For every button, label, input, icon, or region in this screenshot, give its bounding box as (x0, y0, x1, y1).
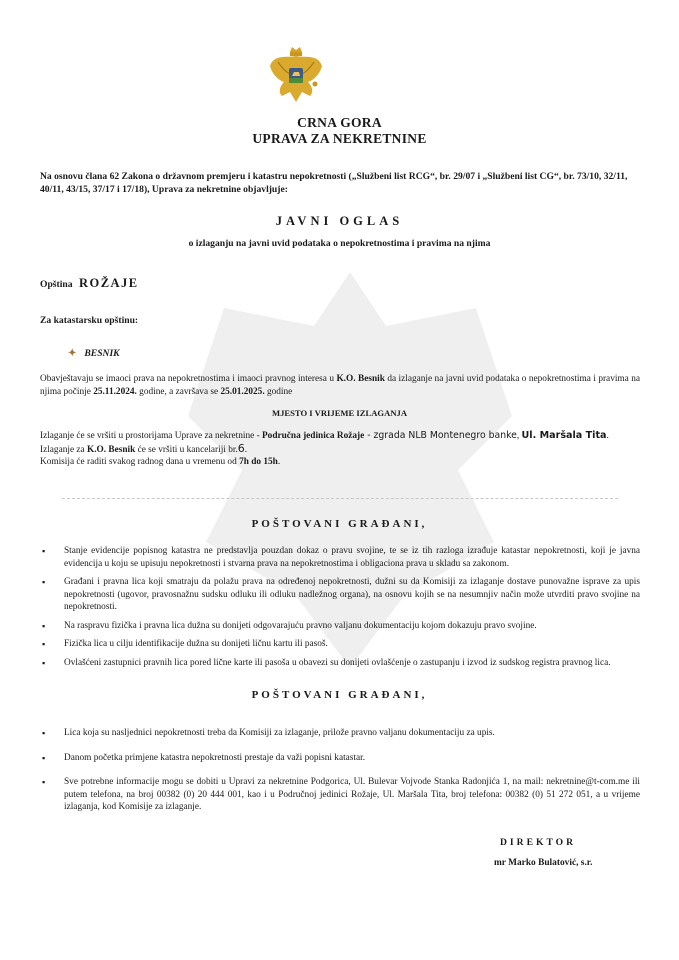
notice-ko: K.O. Besnik (336, 374, 385, 384)
building-text: - zgrada NLB Montenegro banke (364, 430, 517, 441)
greeting-heading-2: POŠTOVANI GRAĐANI, (251, 689, 428, 701)
location-text: Izlaganje za (40, 444, 87, 455)
end-date: 25.01.2025. (220, 387, 265, 397)
municipality-line (40, 276, 139, 291)
diamond-bullet-icon: ✦ (68, 348, 77, 359)
institution-heading: UPRAVA ZA NEKRETNINE (252, 131, 427, 146)
country-heading: CRNA GORA (297, 115, 382, 130)
list-item: ▪ Sve potrebne informacije mogu se dobiti u Upravi za nekretnine Podgorica, Ul. Bulevar Vojvode Stanka Radonjića 1, na mail: nekretnine@t-com.me ili putem telefona, na broj 00382 (0) 20 444 001, kao i u Područnoj jedinici Rožaje, Ul. Maršala Tita, broj telefona: 00382 (0) 51 272 051, a u vrijeme izlaganja, kod Komisije za izlaganje. (40, 776, 640, 814)
notice-text: godine, a završava se (136, 387, 221, 397)
list-item: ▪ Danom početka primjene katastra nepokretnosti prestaje da važi popisni katastar. (40, 752, 640, 765)
working-hours: 7h do 15h (239, 457, 278, 467)
period: . (277, 457, 281, 467)
location-text: Izlaganje će se vršiti u prostorijama Uprave za nekretnine - (40, 431, 262, 441)
period: . (606, 431, 609, 441)
legal-basis-intro: Na osnovu člana 62 Zakona o državnom premjeru i katastru nepokretnosti („Službeni list RCG“, br. 29/07 i „Službeni list CG“, br. 73/10, 32/11, 40/11, 43/15, 37/17 i 17/18), Uprava za nekretnine objavljuje: (40, 171, 628, 195)
start-date: 25.11.2024. (93, 387, 137, 397)
location-line-3 (40, 456, 640, 469)
municipality-name: ROŽAJE (78, 276, 139, 290)
signature-name: mr Marko Bulatović, s.r. (494, 858, 593, 868)
notice-text: Obavještavaju se imaoci prava na nepokretnostima i imaoci pravnog interesa u (40, 374, 337, 384)
dashed-divider (62, 498, 618, 499)
period: . (244, 444, 248, 455)
separator: , (516, 431, 522, 441)
location-heading: MJESTO I VRIJEME IZLAGANJA (271, 408, 408, 418)
instructions-list-2 (40, 727, 640, 814)
location-text: će se vršiti u kancelariji br. (135, 444, 238, 455)
street-address: Ul. Maršala Tita (521, 430, 607, 441)
list-item: ▪ Građani i pravna lica koji smatraju da polažu prava na određenoj nepokretnosti, dužni su da Komisiji za izlaganje dostave punovažne isprave za upis nepokretnosti (ugovor, pravosnažnu sudsku odluku ili odluku nadležnog organa), na osnovu kojih se na nesumnjiv način može utvrditi pravo svojine na nepokretnosti. (40, 576, 640, 614)
notice-subtitle: o izlaganju na javni uvid podataka o nepokretnostima i pravima na njima (188, 238, 491, 249)
location-details (40, 430, 640, 469)
location-text: Komisija će raditi svakog radnog dana u vremenu od (40, 457, 240, 467)
cadastral-item-name: BESNIK (84, 348, 120, 359)
notice-paragraph (40, 373, 640, 399)
location-line-2 (40, 443, 640, 457)
signature-title: DIREKTOR (500, 837, 577, 848)
list-item: ▪ Na raspravu fizička i pravna lica dužna su donijeti odgovarajuću pravno valjanu dokumentaciju kojom dokazuju pravo svojine. (40, 620, 640, 633)
list-item: ▪ Lica koja su nasljednici nepokretnosti treba da Komisiji za izlaganje, prilože pravno valjanu dokumentaciju za upis. (40, 727, 640, 740)
list-item: ▪ Ovlašćeni zastupnici pravnih lica pored lične karte ili pasoša u obavezi su donijeti ovlašćenje o zastupanju i izvod iz sudskog registra pravnog lica. (40, 657, 640, 670)
location-line-1 (40, 430, 640, 443)
municipality-label: Opština (40, 279, 73, 290)
regional-unit: Područna jedinica Rožaje (262, 431, 365, 441)
notice-title: JAVNI OGLAS (275, 214, 404, 228)
list-item: ▪ Fizička lica u cilju identifikacije dužna su donijeti ličnu kartu ili pasoš. (40, 638, 640, 651)
instructions-list-1 (40, 545, 640, 669)
cadastral-label: Za katastarsku opštinu: (40, 315, 139, 326)
montenegro-coat-of-arms-icon (268, 44, 324, 108)
greeting-heading-1: POŠTOVANI GRAĐANI, (251, 518, 428, 530)
list-item: ▪ Stanje evidencije popisnog katastra ne predstavlja pouzdan dokaz o pravu svojine, te se iz tih razloga izrađuje katastar nepokretnosti, koji je javna evidencija u koju se upisuju nepokretnosti i stvarna prava na nepokretnostima i obligaciona prava u skladu sa zakonom. (40, 545, 640, 570)
office-ko: K.O. Besnik (86, 444, 136, 455)
office-number: 6 (237, 441, 245, 455)
notice-text: godine (264, 387, 293, 397)
notice-text: da izlaganje na javni uvid podataka o nepokretnostima i pravima na njima počinje (40, 374, 640, 397)
cadastral-item (68, 348, 120, 359)
